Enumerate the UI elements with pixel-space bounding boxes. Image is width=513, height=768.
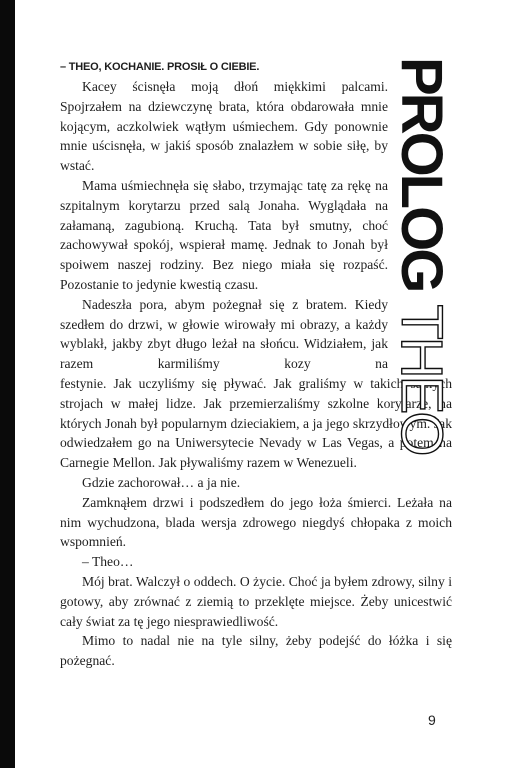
paragraph-4: Gdzie zachorował… a ja nie. xyxy=(82,474,241,490)
paragraph-8: Mimo to nadal nie na tyle silny, żeby podejść do łóżka i się pożegnać. xyxy=(60,633,452,669)
chapter-title-theo: THEO xyxy=(389,304,454,454)
paragraph-3-continued: festynie. Jak uczyliśmy się pływać. Jak graliśmy w takich samych strojach w małej lidze. Jak przemierzaliśmy szkolne korytarze, na których Jonah był popularnym dzieciakiem, a ja jego skrzydłowym. Jak odwiedzałem go na Uniwersytecie Nevady w Las Vegas, a potem na Carnegie Mellon. Jak pływaliśmy razem w Wenezueli. xyxy=(60,375,452,471)
chapter-title xyxy=(389,57,454,454)
paragraph-5: Zamknąłem drzwi i podszedłem do jego łoża śmierci. Leżała na nim wychudzona, blada wersja zdrowego niegdyś chłopaka z moich wspomnień. xyxy=(60,494,452,550)
page-number: 9 xyxy=(428,712,436,728)
paragraph-7: Mój brat. Walczył o oddech. O życie. Choć ja byłem zdrowy, silny i gotowy, aby zrównać z ziemią to przeklęte miejsce. Żeby unicestwić cały świat za tę jego niesprawiedliwość. xyxy=(60,573,452,629)
paragraph-1: Kacey ścisnęła moją dłoń miękkimi palcami. Spojrzałem na dziewczynę brata, która obdarowała mnie kojącym, aczkolwiek wątłym uśmiechem. Gdy ponownie mnie uścisnęła, w jakiś sposób znalazłem w sobie siłę, by wstać. xyxy=(60,79,388,174)
chapter-title-prolog: PROLOG xyxy=(389,57,454,291)
paragraph-2: Mama uśmiechnęła się słabo, trzymając tatę za rękę na szpitalnym korytarzu przed salą Jonaha. Wyglądała na załamaną, zagubioną. Kruchą. Tata był smutny, choć zachowywał spokój, wspierał mamę. Jednak to Jonah był spoiwem naszej rodziny. Bez niego miała się rozpaść. Pozostanie to jedynie kwestią czasu. xyxy=(60,177,388,292)
page-edge-bar xyxy=(0,0,15,768)
opening-line: – THEO, KOCHANIE. PROSIŁ O CIEBIE. xyxy=(60,61,260,73)
paragraph-6: – Theo… xyxy=(82,554,134,570)
paragraph-3: Nadeszła pora, abym pożegnał się z bratem. Kiedy szedłem do drzwi, w głowie wirowały mi obrazy, a każdy wyblakł, jakby zbyt długo leżał na słońcu. Widziałem, jak razem karmiliśmy kozy na xyxy=(60,296,388,372)
